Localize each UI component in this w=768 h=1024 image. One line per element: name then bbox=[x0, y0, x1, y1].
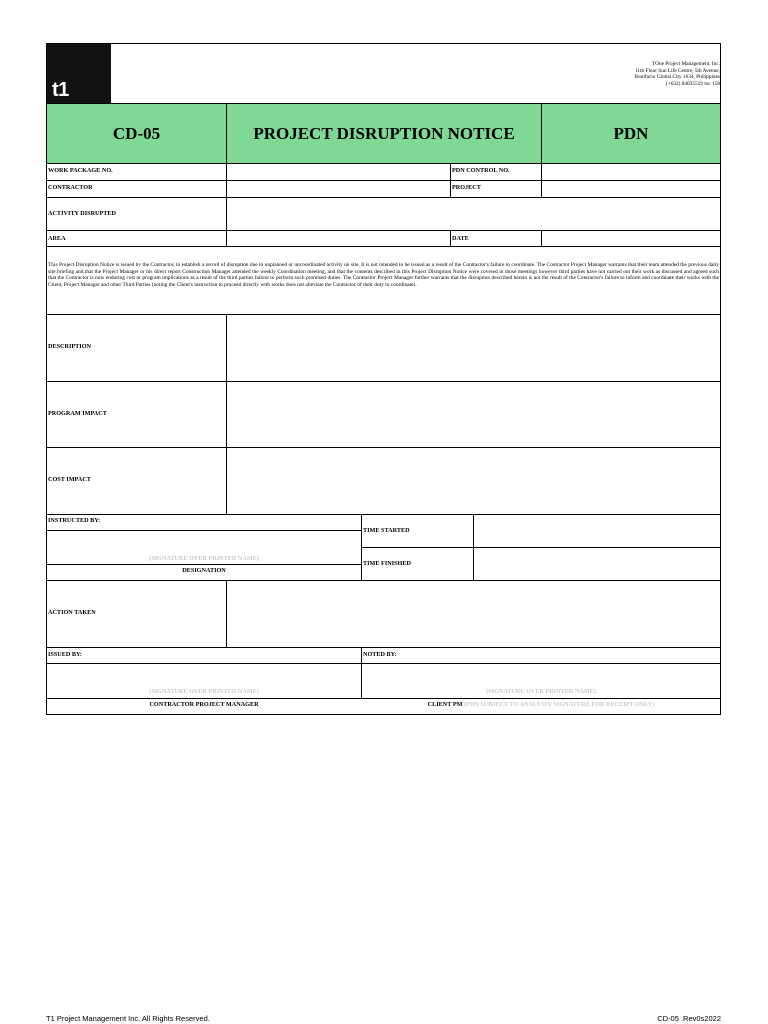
description-field[interactable] bbox=[227, 315, 720, 381]
contractor-pm-label: CONTRACTOR PROJECT MANAGER bbox=[149, 701, 259, 708]
address-line: TOne Project Management, Inc. bbox=[651, 61, 720, 67]
footer-revision: CD-05 .Rev0s2022 bbox=[657, 1014, 721, 1023]
issued-by-label: ISSUED BY: bbox=[48, 651, 82, 658]
form-code: CD-05 bbox=[112, 123, 161, 143]
instructed-by-label: INSTRUCTED BY: bbox=[48, 517, 101, 524]
project-label: PROJECT bbox=[452, 184, 481, 191]
contractor-label: CONTRACTOR bbox=[48, 184, 93, 191]
client-pm-label: CLIENT PM bbox=[427, 701, 463, 708]
client-pm-note: (PDN SUBJECT TO ANALYSIS/ SIGNATURE FOR RECEIPT ONLY) bbox=[464, 701, 655, 708]
company-logo bbox=[47, 44, 111, 104]
work-package-label: WORK PACKAGE NO. bbox=[48, 167, 113, 174]
contractor-field[interactable] bbox=[227, 181, 450, 197]
area-label: AREA bbox=[48, 235, 66, 242]
address-line: 11th Floor Sun Life Centre, 5th Avenue, bbox=[634, 67, 720, 74]
signature-placeholder: (SIGNATURE OVER PRINTED NAME) bbox=[149, 555, 259, 562]
cost-impact-field[interactable] bbox=[227, 448, 720, 514]
footer-copyright: T1 Project Management Inc. All Rights Reserved. bbox=[46, 1014, 210, 1023]
noted-by-label: NOTED BY: bbox=[363, 651, 397, 658]
description-label: DESCRIPTION bbox=[48, 343, 91, 350]
area-field[interactable] bbox=[227, 231, 450, 246]
program-impact-label: PROGRAM IMPACT bbox=[48, 410, 107, 417]
company-address bbox=[560, 61, 720, 87]
date-field[interactable] bbox=[542, 231, 720, 246]
project-field[interactable] bbox=[542, 181, 720, 197]
form-title: PROJECT DISRUPTION NOTICE bbox=[253, 123, 515, 143]
time-finished-label: TIME FINISHED bbox=[363, 560, 411, 567]
action-taken-label: ACTION TAKEN bbox=[48, 609, 96, 616]
designation-label: DESIGNATION bbox=[182, 567, 226, 574]
activity-disrupted-field[interactable] bbox=[227, 198, 720, 230]
pdn-control-field[interactable] bbox=[542, 164, 720, 180]
logo-text: t1 bbox=[52, 79, 69, 101]
cost-impact-label: COST IMPACT bbox=[48, 476, 91, 483]
client-pm-line bbox=[362, 702, 720, 708]
work-package-field[interactable] bbox=[227, 164, 450, 180]
noted-signature-placeholder: (SIGNATURE OVER PRINTED NAME) bbox=[486, 688, 596, 695]
time-started-label: TIME STARTED bbox=[363, 527, 410, 534]
issued-signature-placeholder: (SIGNATURE OVER PRINTED NAME) bbox=[149, 688, 259, 695]
date-label: DATE bbox=[452, 235, 469, 242]
action-taken-field[interactable] bbox=[227, 581, 720, 647]
disclaimer-text: This Project Disruption Notice is issued by the Contractor, to establish a record of disruption due to unplanned or uncoordinated activity on site. It is not intended to be issued as a result of the Contractor's failure to coordinate. The Contractor Project Manager warrants that their team attended the previous daily site briefing and that the Project Manager or his direct report Construction Manager attended the weekly Coordination meeting, and that the contents described in this Project Disruption Notice were covered in those meetings however third parties have not carried out their work as discussed and agreed such that the Contractor is now enduring cost or program implications as a result of the third parties failure to perform such promised duties. The Contractor Project Manager further warrants that the disruption described herein is not the result of the Contractor's failure to inform and coordinate their works with the Client, Project Manager and other Third Parties (noting the Client's instruction to proceed directly with works does not alleviate the Contractor of their duty to coordinate). bbox=[48, 262, 719, 288]
address-line: Bonifacio Global City 1634, Philippines bbox=[634, 74, 720, 81]
activity-disrupted-label: ACTIVITY DISRUPTED bbox=[48, 210, 117, 217]
address-line: (+632) 84035519 loc 158 bbox=[665, 80, 720, 87]
program-impact-field[interactable] bbox=[227, 382, 720, 447]
time-finished-field[interactable] bbox=[474, 548, 720, 580]
time-started-field[interactable] bbox=[474, 515, 720, 547]
pdn-control-label: PDN CONTROL NO. bbox=[452, 167, 510, 174]
form-abbr: PDN bbox=[613, 123, 649, 143]
